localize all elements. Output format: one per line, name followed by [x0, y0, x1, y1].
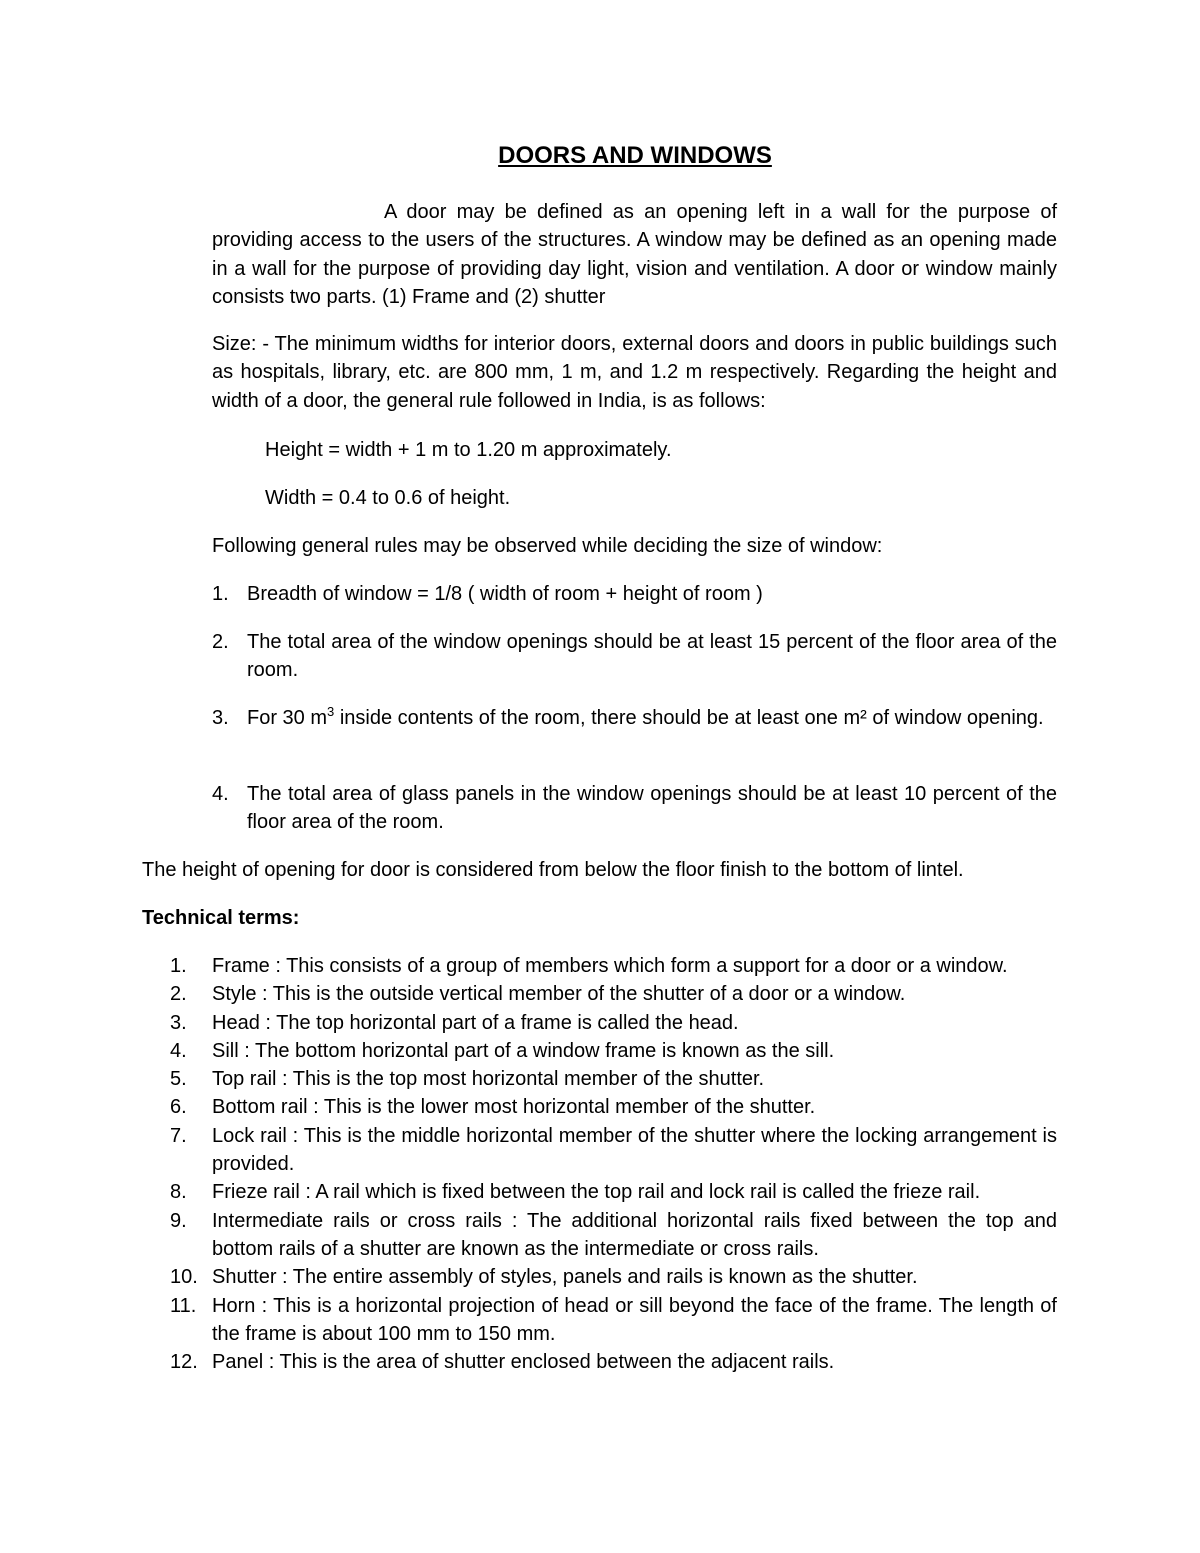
rule-text: The total area of glass panels in the window openings should be at least 10 percent of the floor area of the room. [247, 783, 1057, 834]
term-text: Intermediate rails or cross rails : The additional horizontal rails fixed between the top and bottom rails of a shutter are known as the intermediate or cross rails. [212, 1209, 1057, 1260]
term-text: Head : The top horizontal part of a frame is called the head. [212, 1011, 739, 1034]
term-text: Bottom rail : This is the lower most horizontal member of the shutter. [212, 1096, 816, 1119]
window-rule-item [212, 704, 1057, 732]
term-item [170, 1292, 1057, 1349]
term-number: 3. [170, 1011, 187, 1034]
term-text: Frame : This consists of a group of members which form a support for a door or a window. [212, 955, 1008, 977]
rule-text: The total area of the window openings should be at least 15 percent of the floor area of the room. [247, 631, 1057, 682]
term-text: Sill : The bottom horizontal part of a window frame is known as the sill. [212, 1039, 835, 1062]
term-text: Shutter : The entire assembly of styles, panels and rails is known as the shutter. [212, 1266, 918, 1289]
technical-terms-list [170, 952, 1057, 1376]
term-text: Panel : This is the area of shutter enclosed between the adjacent rails. [212, 1351, 835, 1374]
term-item [170, 1065, 1057, 1093]
term-item [170, 1122, 1057, 1179]
rule-text-start: For 30 m [247, 707, 328, 729]
term-text: Horn : This is a horizontal projection of head or sill beyond the face of the frame. The length of the frame is about 100 mm to 150 mm. [212, 1294, 1057, 1345]
term-number: 5. [170, 1068, 187, 1091]
window-rule-item [212, 580, 1057, 608]
rule-text: Breadth of window = 1/8 ( width of room + height of room ) [247, 583, 763, 605]
term-number: 7. [170, 1124, 187, 1147]
window-rule-item [212, 628, 1057, 685]
term-number: 12. [170, 1351, 198, 1374]
rule-number: 4. [212, 783, 229, 805]
term-item [170, 1207, 1057, 1264]
door-height-note: The height of opening for door is considered from below the floor finish to the bottom of lintel. [142, 859, 964, 881]
rule-number: 1. [212, 583, 229, 605]
size-paragraph: Size: - The minimum widths for interior doors, external doors and doors in public buildings such as hospitals, library, etc. are 800 mm, 1 m, and 1.2 m respectively. Regarding the height and width of a door, the general rule followed in India, is as follows: [212, 333, 1057, 412]
term-number: 8. [170, 1181, 187, 1204]
term-item [170, 1348, 1057, 1376]
term-number: 2. [170, 983, 187, 1006]
term-number: 1. [170, 955, 187, 977]
term-text: Style : This is the outside vertical member of the shutter of a door or a window. [212, 983, 906, 1006]
term-item [170, 1178, 1057, 1206]
term-text: Top rail : This is the top most horizontal member of the shutter. [212, 1068, 765, 1091]
superscript: 3 [327, 704, 335, 719]
term-item [170, 1093, 1057, 1121]
term-item [170, 980, 1057, 1008]
width-formula: Width = 0.4 to 0.6 of height. [265, 487, 511, 509]
rule-number: 2. [212, 631, 229, 653]
term-item [170, 1009, 1057, 1037]
term-text: Frieze rail : A rail which is fixed between the top rail and lock rail is called the frieze rail. [212, 1181, 981, 1204]
rule-text [247, 704, 1057, 732]
page-title: DOORS AND WINDOWS [498, 142, 772, 169]
term-item [170, 1263, 1057, 1291]
term-number: 9. [170, 1209, 187, 1232]
term-number: 6. [170, 1096, 187, 1119]
intro-paragraph: A door may be defined as an opening left in a wall for the purpose of providing access to the users of the structures. A window may be defined as an opening made in a wall for the purpose of providing day light, vision and ventilation. A door or window mainly consists two parts. (1) Frame and (2) shutter [212, 201, 1057, 308]
rule-text-end: inside contents of the room, there should be at least one m² of window opening. [334, 707, 1044, 729]
term-number: 10. [170, 1266, 198, 1289]
term-number: 11. [170, 1294, 197, 1317]
height-formula: Height = width + 1 m to 1.20 m approximately. [265, 439, 672, 461]
window-rule-item [212, 780, 1057, 837]
window-rules-intro: Following general rules may be observed while deciding the size of window: [212, 535, 883, 557]
term-text: Lock rail : This is the middle horizontal member of the shutter where the locking arrangement is provided. [212, 1124, 1057, 1176]
term-number: 4. [170, 1039, 187, 1062]
term-item [170, 952, 1057, 980]
technical-terms-heading: Technical terms: [142, 907, 300, 929]
term-item [170, 1037, 1057, 1065]
rule-number: 3. [212, 707, 229, 729]
